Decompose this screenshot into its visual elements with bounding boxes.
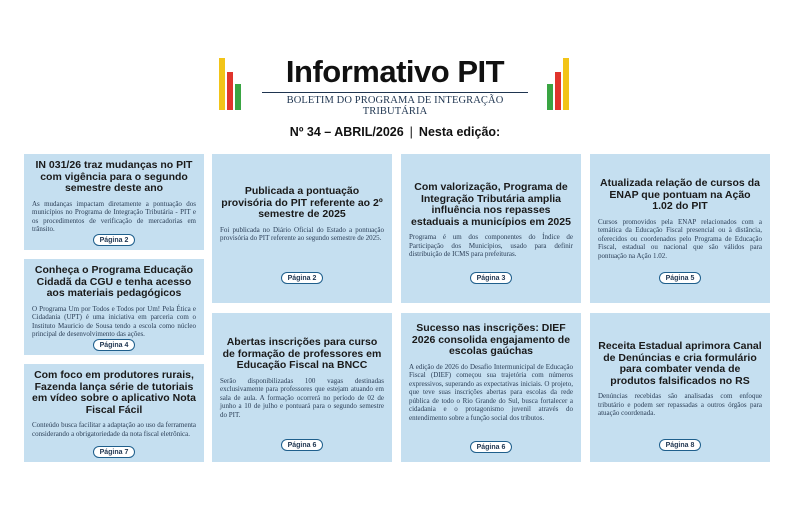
card-title: Receita Estadual aprimora Canal de Denúncias e cria formulário para combater venda de produtos falsificados no RS [598, 340, 762, 387]
card-summary: Conteúdo busca facilitar a adaptação ao uso da ferramenta considerando a obrigatoriedade da nota fiscal eletrônica. [32, 421, 196, 438]
logo-bar [555, 72, 561, 110]
card-summary: Foi publicada no Diário Oficial do Estado a pontuação provisória do PIT referente ao segundo semestre de 2025. [220, 225, 384, 242]
news-card[interactable] [590, 313, 770, 462]
card-summary: Serão disponibilizadas 100 vagas destinadas exclusivamente para professores que estejam atuando em sala de aula. A formação ocorrerá no período de 02 de junho a 10 de julho e pontuará para o segundo semestre do PIT. [220, 376, 384, 419]
news-card[interactable] [24, 154, 204, 250]
card-title: Abertas inscrições para curso de formação de professores em Educação Fiscal na BNCC [222, 336, 382, 371]
in-this-edition-label: Nesta edição: [418, 125, 501, 139]
card-title: Com valorização, Programa de Integração Tributária amplia influência nos repasses estaduais a municípios em 2025 [411, 181, 571, 228]
card-summary: As mudanças impactam diretamente a pontuação dos municípios no Programa de Integração Tributária - PIT e os procedimentos de verificação de mercadorias em trânsito. [32, 199, 196, 233]
card-title: Atualizada relação de cursos da ENAP que pontuam na Ação 1.02 do PIT [600, 177, 760, 212]
logo-bars-right [547, 58, 569, 110]
logo-bars-left [219, 58, 241, 110]
news-card[interactable] [212, 313, 392, 462]
divider [262, 92, 528, 93]
news-card[interactable] [212, 154, 392, 303]
card-summary: Programa é um dos componentes do Índice de Participação dos Municípios, usado para definir distribuição de ICMS para prefeituras. [409, 233, 573, 258]
logo-bar [227, 72, 233, 110]
card-title: Sucesso nas inscrições: DIEF 2026 consolida engajamento de escolas gaúchas [411, 322, 571, 357]
news-card[interactable] [401, 154, 581, 303]
page-link[interactable]: Página 3 [470, 272, 512, 284]
newsletter-subtitle: BOLETIM DO PROGRAMA DE INTEGRAÇÃO TRIBUTÁRIA [286, 95, 504, 117]
edition-line [0, 125, 790, 139]
card-title: Publicada a pontuação provisória do PIT referente ao 2º semestre de 2025 [221, 185, 383, 220]
edition-separator: | [409, 125, 413, 139]
card-title: IN 031/26 traz mudanças no PIT com vigência para o segundo semestre deste ano [35, 159, 193, 194]
newsletter-title: Informativo PIT [285, 54, 505, 89]
logo-bar [219, 58, 225, 110]
card-summary: O Programa Um por Todos e Todos por Um! Pela Ética e Cidadania (UPT) é uma iniciativa em parceria com o Instituto Mauricio de Sousa tendo a escola como núcleo principal de desenvolvimento das ações. [32, 304, 196, 338]
card-title: Com foco em produtores rurais, Fazenda lança série de tutoriais em vídeo sobre o aplicativo Nota Fiscal Fácil [32, 369, 196, 416]
edition-number: Nº 34 – ABRIL/2026 [289, 125, 404, 139]
news-card[interactable] [24, 364, 204, 462]
card-summary: Cursos promovidos pela ENAP relacionados com a temática da Educação Fiscal presencial ou à distância, oferecidos ou coordenados pelo Programa de Educação Fiscal, estadual ou nacional que são válidos para pontuação na Ação 1.02. [598, 217, 762, 260]
news-card[interactable] [24, 259, 204, 355]
page-link[interactable]: Página 8 [659, 439, 701, 451]
header [0, 0, 790, 120]
page-link[interactable]: Página 7 [93, 446, 135, 458]
logo-bar [547, 84, 553, 110]
logo-bar [235, 84, 241, 110]
card-summary: Denúncias recebidas são analisadas com enfoque tributário e podem ser repassadas a outros órgãos para atuação coordenada. [598, 392, 762, 417]
card-title: Conheça o Programa Educação Cidadã da CGU e tenha acesso aos materiais pedagógicos [34, 264, 194, 299]
page-link[interactable]: Página 6 [281, 439, 323, 451]
page-link[interactable]: Página 2 [281, 272, 323, 284]
logo-bar [563, 58, 569, 110]
page-link[interactable]: Página 2 [93, 234, 135, 246]
page-link[interactable]: Página 6 [470, 441, 512, 453]
news-card[interactable] [401, 313, 581, 462]
news-card[interactable] [590, 154, 770, 303]
page-link[interactable]: Página 4 [93, 339, 135, 351]
page-link[interactable]: Página 5 [659, 272, 701, 284]
card-summary: A edição de 2026 do Desafio Intermunicipal de Educação Fiscal (DIEF) começou sua trajetória com números expressivos, superando as expectativas iniciais. O projeto, que teve suas inscrições abertas para escolas da rede pública de todo o Rio Grande do Sul, busca fortalecer a cidadania e o protagonismo juvenil através do entendimento sobre a função social dos tributos. [409, 362, 573, 422]
